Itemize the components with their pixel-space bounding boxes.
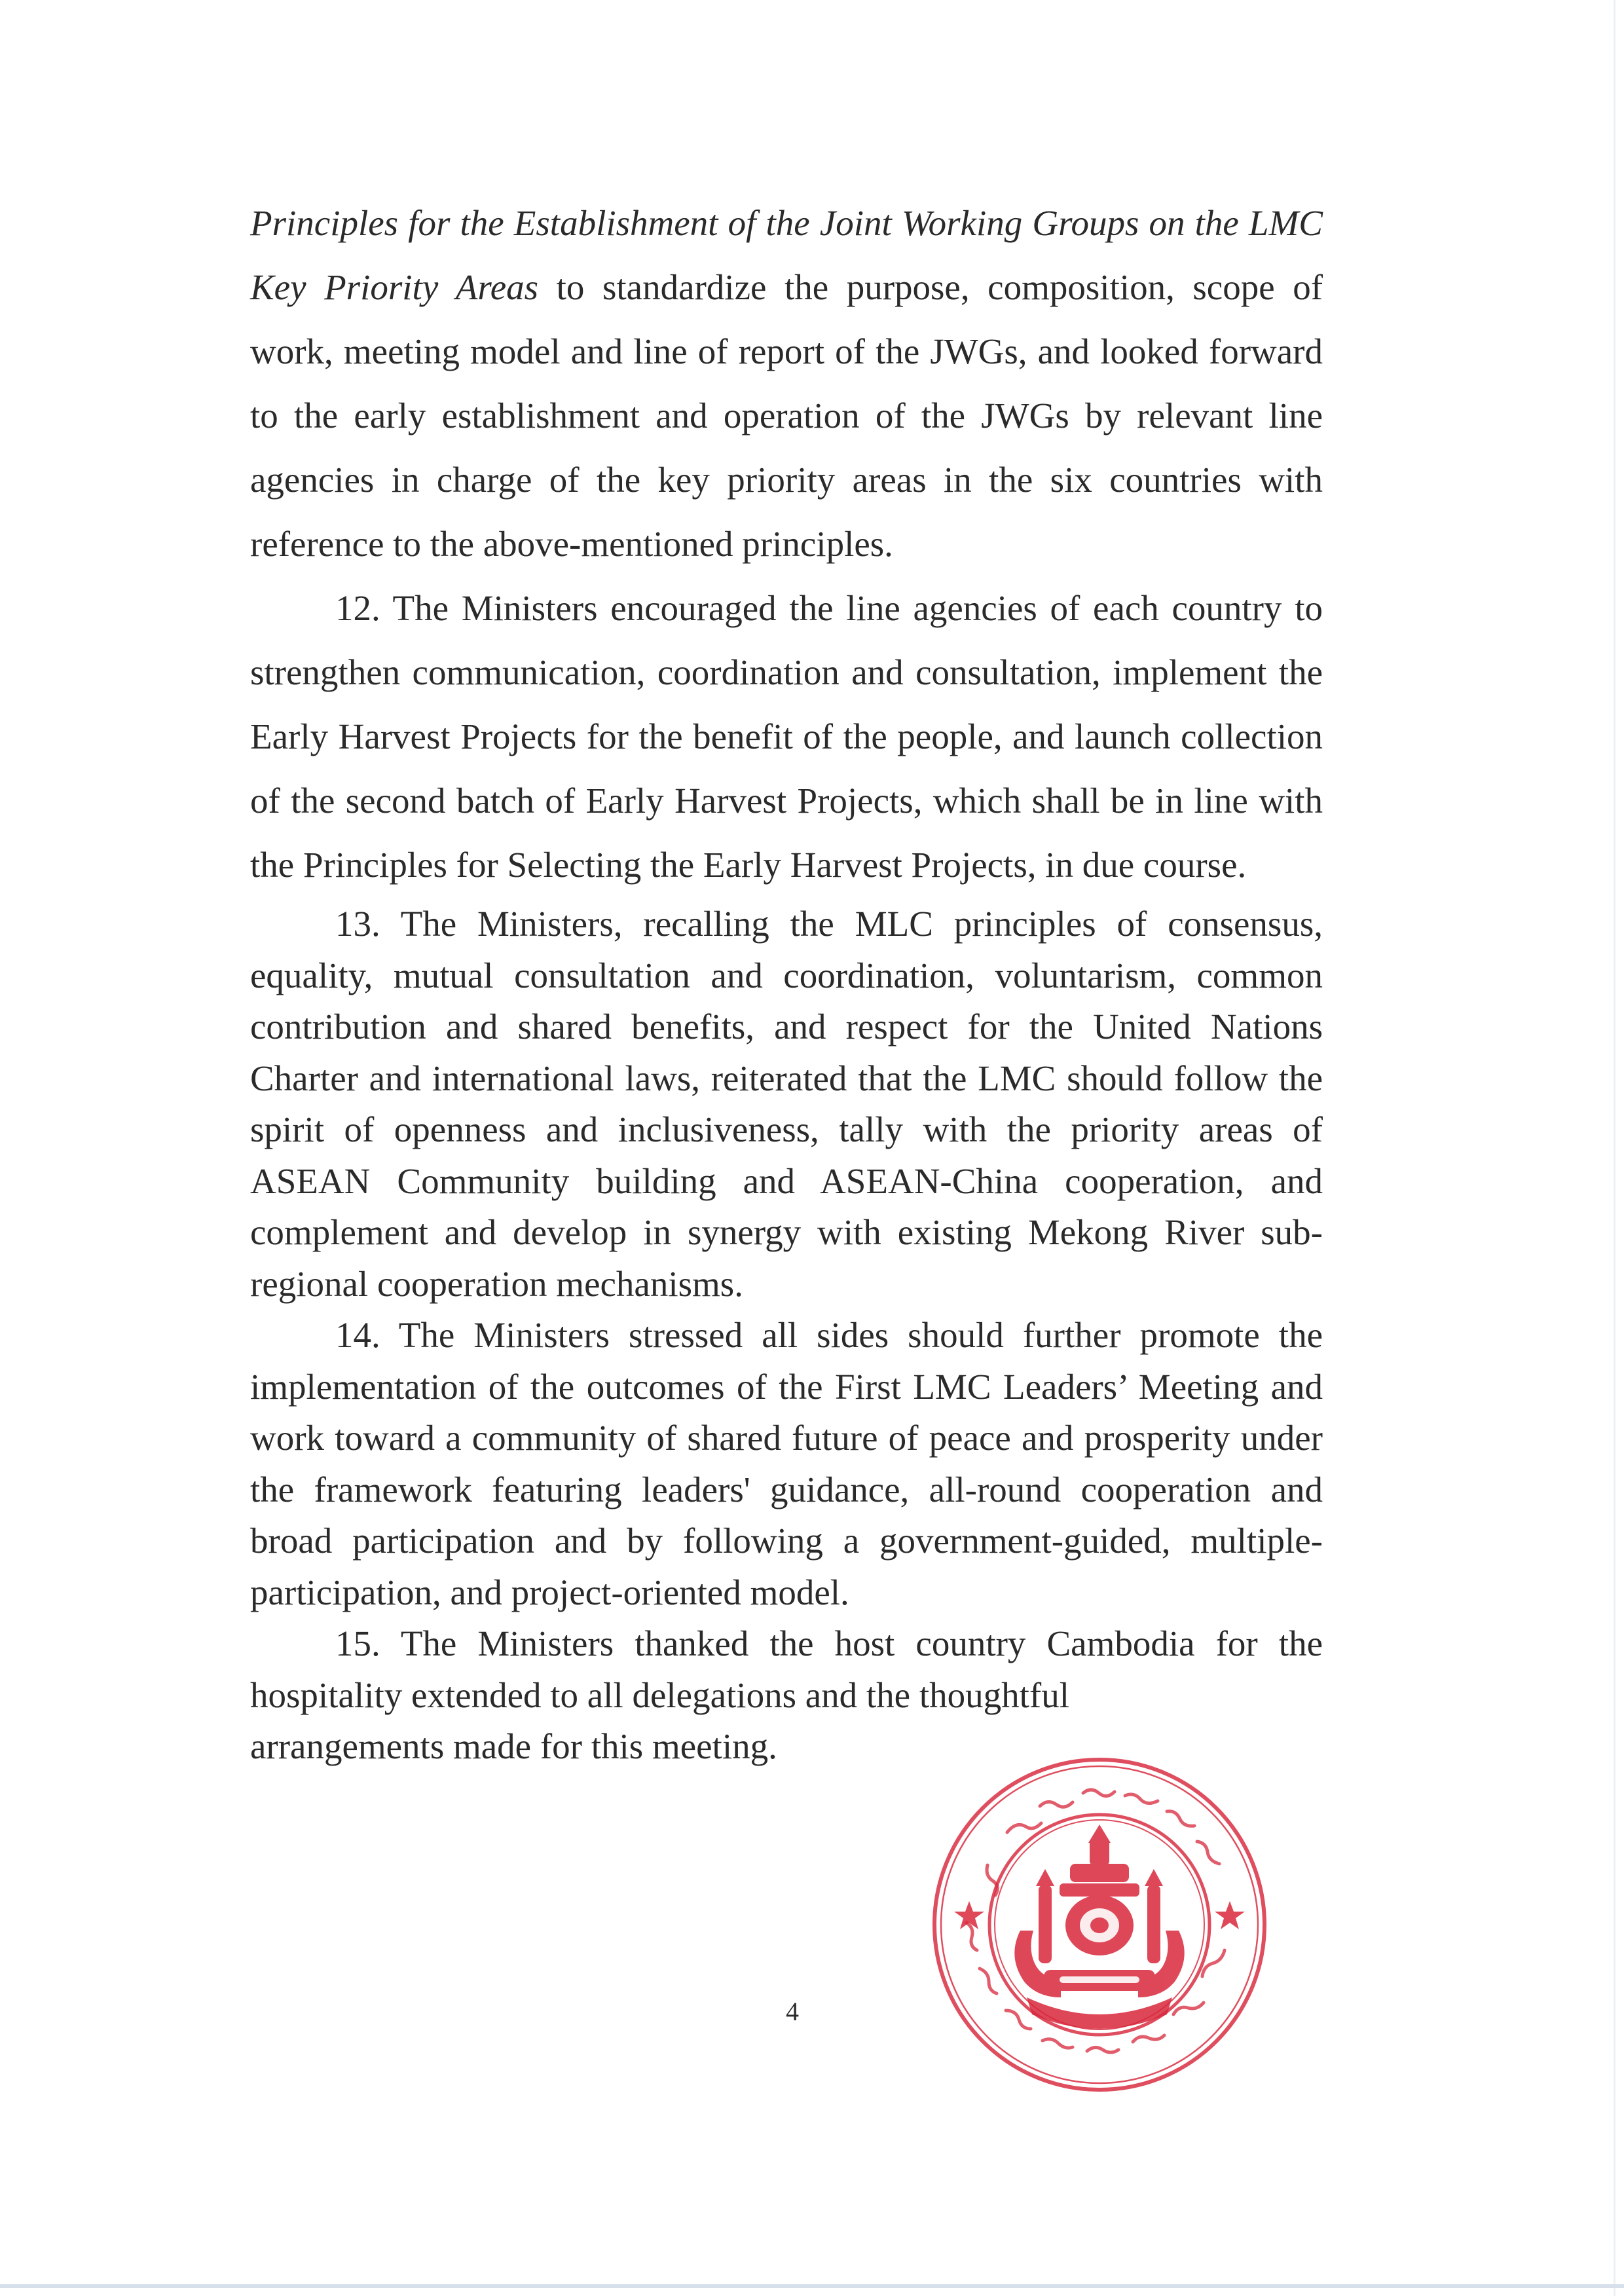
page-edge-bottom xyxy=(0,2284,1624,2288)
paragraph-15-last-line: arrangements made for this meeting. xyxy=(250,1726,777,1766)
paragraph-11-text: to standardize the purpose, composition, scope of work, meeting model and line of report of the JWGs, and looked forward to the early establishment and operation of the JWGs by relevant line agencies in charge of the key priority areas in the six countries with reference to the above-mentioned principles. xyxy=(250,267,1323,564)
paragraph-12 xyxy=(250,576,1323,897)
paragraph-15 xyxy=(250,1618,1323,1773)
page-edge-right xyxy=(1614,0,1615,2296)
paragraph-14 xyxy=(250,1310,1323,1618)
paragraph-13-text: 13. The Ministers, recalling the MLC principles of consensus, equality, mutual consultation and coordination, voluntarism, common contribution and shared benefits, and respect for the United Nations Charter and international laws, reiterated that the LMC should follow the spirit of openness and inclusiveness, tally with the priority areas of ASEAN Community building and ASEAN-China cooperation, and complement and develop in synergy with existing Mekong River sub-regional cooperation mechanisms. xyxy=(250,904,1323,1304)
page-number: 4 xyxy=(786,1997,799,2026)
paragraph-13 xyxy=(250,898,1323,1310)
paragraph-14-text: 14. The Ministers stressed all sides should further promote the implementation of the outcomes of the First LMC Leaders’ Meeting and work toward a community of shared future of peace and prosperity under the framework featuring leaders' guidance, all-round cooperation and broad participation and by following a government-guided, multiple-participation, and project-oriented model. xyxy=(250,1315,1323,1612)
paragraph-11 xyxy=(250,191,1323,576)
principles-title: Principles for the Establishment of the Joint Working Groups on the LMC Key Priority Areas xyxy=(250,203,1323,307)
official-seal-icon xyxy=(929,1754,1270,2096)
paragraph-15-text: 15. The Ministers thanked the host country Cambodia for the hospitality extended to all delegations and the thoughtful xyxy=(250,1623,1323,1715)
paragraph-12-text: 12. The Ministers encouraged the line agencies of each country to strengthen communication, coordination and consultation, implement the Early Harvest Projects for the benefit of the people, and launch collection of the second batch of Early Harvest Projects, which shall be in line with the Principles for Selecting the Early Harvest Projects, in due course. xyxy=(250,588,1323,885)
document-body xyxy=(250,191,1323,1773)
